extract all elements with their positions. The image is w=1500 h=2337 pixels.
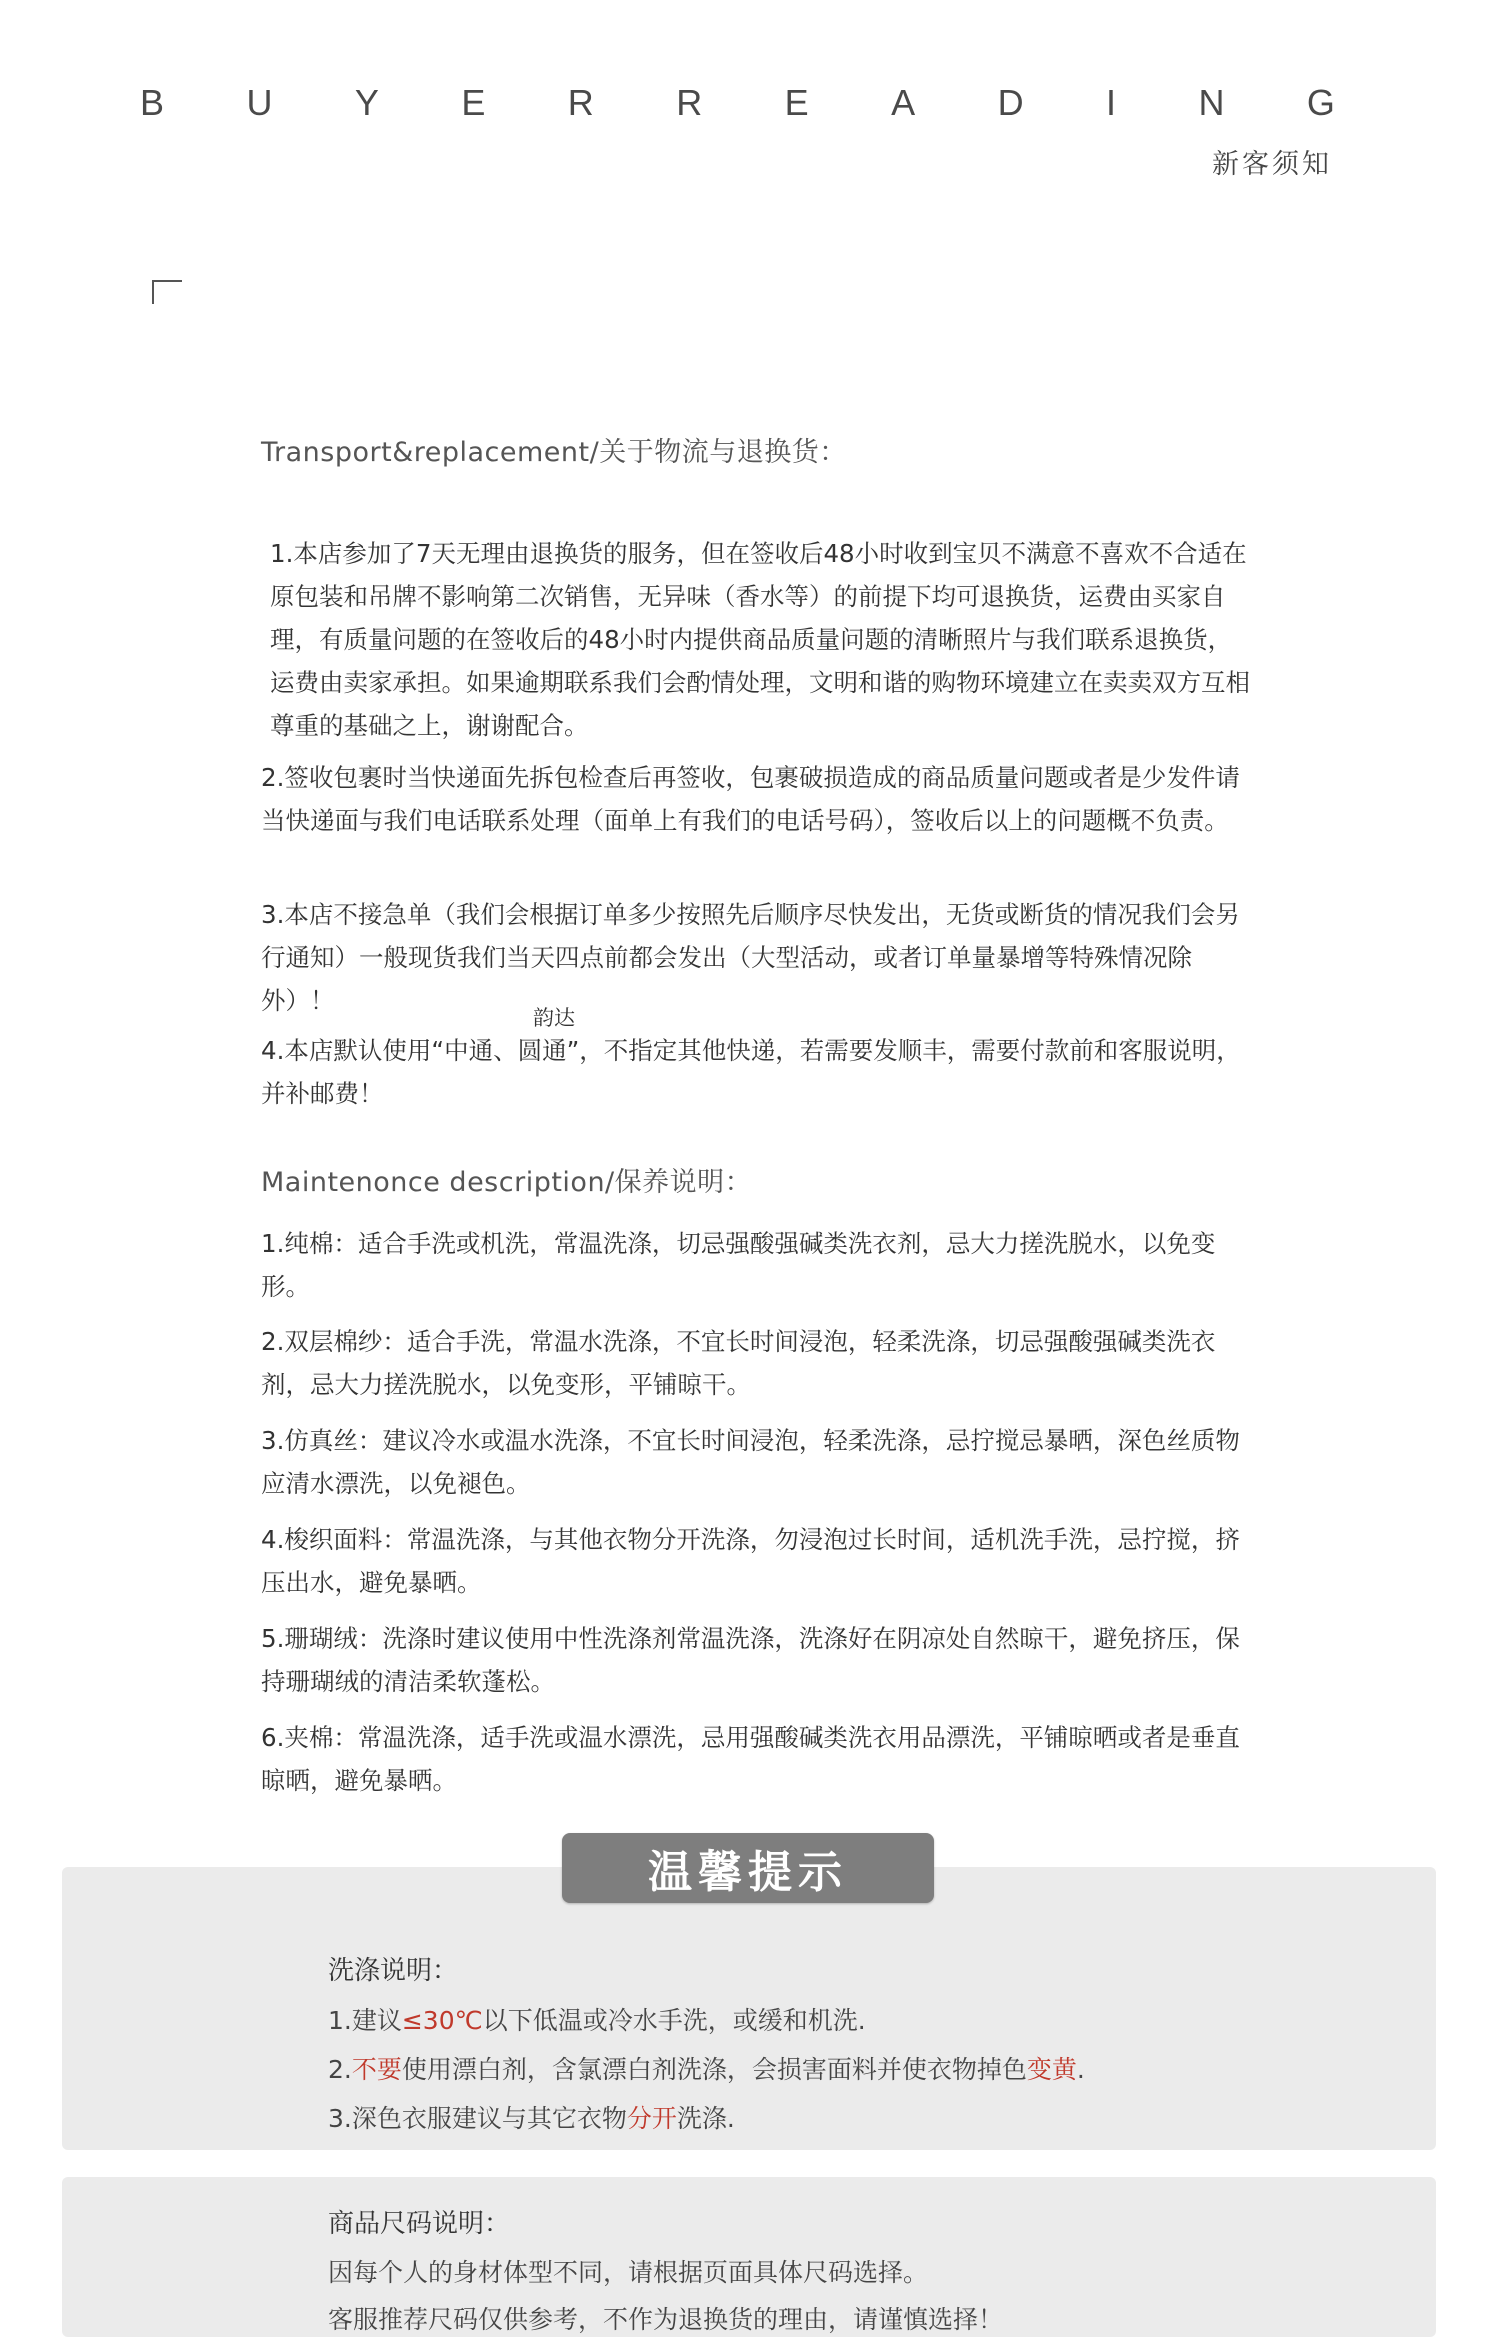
maintenance-item-3: 3.仿真丝：建议冷水或温水洗涤，不宜长时间浸泡，轻柔洗涤，忌拧搅忌暴晒，深色丝质物应清水漂洗，以免褪色。 [261,1426,1240,1498]
wash-tip-2 [328,2050,1085,2086]
header-letter: E [784,82,809,123]
size-info-line-2: 客服推荐尺码仅供参考，不作为退换货的理由，请谨慎选择！ [328,2305,1004,2334]
transport-item-3: 3.本店不接急单（我们会根据订单多少按照先后顺序尽快发出，无货或断货的情况我们会另行通知）一般现货我们当天四点前都会发出（大型活动，或者订单量暴增等特殊情况除外）！ [261,900,1240,1015]
wash-tip-1 [328,2001,866,2037]
wash-tip-2-b: 使用漂白剂，含氯漂白剂洗涤，会损害面料并使衣物掉色 [401,2055,1027,2084]
header-letter: D [997,82,1024,123]
header-brand-letters [140,82,1335,124]
corner-bracket-decoration [152,280,182,304]
header-subtitle: 新客须知 [1212,149,1332,180]
header-letter: G [1306,82,1335,123]
wash-tip-3-b: 洗涤. [676,2104,735,2133]
tips-badge: 温馨提示 [562,1833,934,1903]
wash-instructions-heading: 洗涤说明： [328,1956,459,1986]
courier-note: 韵达 [533,1006,575,1030]
transport-item-4 [261,1006,1241,1115]
wash-tip-3-a: 3.深色衣服建议与其它衣物 [328,2104,627,2133]
wash-tip-2-warn: 不要 [351,2055,402,2084]
wash-tip-1-b: 以下低温或冷水手洗，或缓和机洗. [482,2006,866,2035]
maintenance-item-1: 1.纯棉：适合手洗或机洗，常温洗涤，切忌强酸强碱类洗衣剂，忌大力搓洗脱水，以免变形。 [261,1229,1216,1301]
size-info-heading: 商品尺码说明： [328,2209,511,2239]
header-letter: U [246,82,273,123]
wash-tip-2-a: 2. [328,2055,352,2084]
header-letter: I [1106,82,1117,123]
wash-tip-3 [328,2099,735,2135]
transport-item-1: 1.本店参加了7天无理由退换货的服务，但在签收后48小时收到宝贝不满意不喜欢不合适在原包装和吊牌不影响第二次销售，无异味（香水等）的前提下均可退换货，运费由买家自理，有质量问题的在签收后的48小时内提供商品质量问题的清晰照片与我们联系退换货，运费由卖家承担。如果逾期联系我们会酌情处理，文明和谐的购物环境建立在卖卖双方互相尊重的基础之上，谢谢配合。 [270,539,1250,740]
header-letter: N [1198,82,1225,123]
maintenance-item-2: 2.双层棉纱：适合手洗，常温水洗涤，不宜长时间浸泡，轻柔洗涤，切忌强酸强碱类洗衣剂，忌大力搓洗脱水，以免变形，平铺晾干。 [261,1327,1216,1399]
header-letter: A [891,82,916,123]
header-letter: E [461,82,486,123]
header-letter: R [567,82,594,123]
maintenance-item-4: 4.梭织面料：常温洗涤，与其他衣物分开洗涤，勿浸泡过长时间，适机洗手洗，忌拧搅，挤压出水，避免暴晒。 [261,1525,1240,1597]
maintenance-item-5: 5.珊瑚绒：洗涤时建议使用中性洗涤剂常温洗涤，洗涤好在阴凉处自然晾干，避免挤压，保持珊瑚绒的清洁柔软蓬松。 [261,1624,1240,1696]
maintenance-section-title: Maintenonce description/保养说明： [261,1167,753,1198]
wash-tip-1-temp: ≤30℃ [401,2006,483,2035]
header-letter: R [676,82,703,123]
wash-tip-2-c: . [1076,2055,1085,2084]
maintenance-item-6: 6.夹棉：常温洗涤，适手洗或温水漂洗，忌用强酸碱类洗衣用品漂洗，平铺晾晒或者是垂直晾晒，避免暴晒。 [261,1723,1240,1795]
wash-tip-2-yellow: 变黄 [1026,2055,1077,2084]
size-info-line-1: 因每个人的身材体型不同，请根据页面具体尺码选择。 [328,2258,929,2287]
transport-item-2: 2.签收包裹时当快递面先拆包检查后再签收，包裹破损造成的商品质量问题或者是少发件请当快递面与我们电话联系处理（面单上有我们的电话号码），签收后以上的问题概不负责。 [261,763,1240,835]
wash-tip-3-separate: 分开 [626,2104,677,2133]
header-letter: B [140,82,165,123]
transport-item-4-text: 4.本店默认使用“中通、圆通”，不指定其他快递，若需要发顺丰，需要付款前和客服说明，并补邮费！ [261,1036,1241,1108]
transport-section-title: Transport&replacement/关于物流与退换货： [261,437,847,468]
header-letter: Y [354,82,379,123]
wash-tip-1-a: 1.建议 [328,2006,402,2035]
